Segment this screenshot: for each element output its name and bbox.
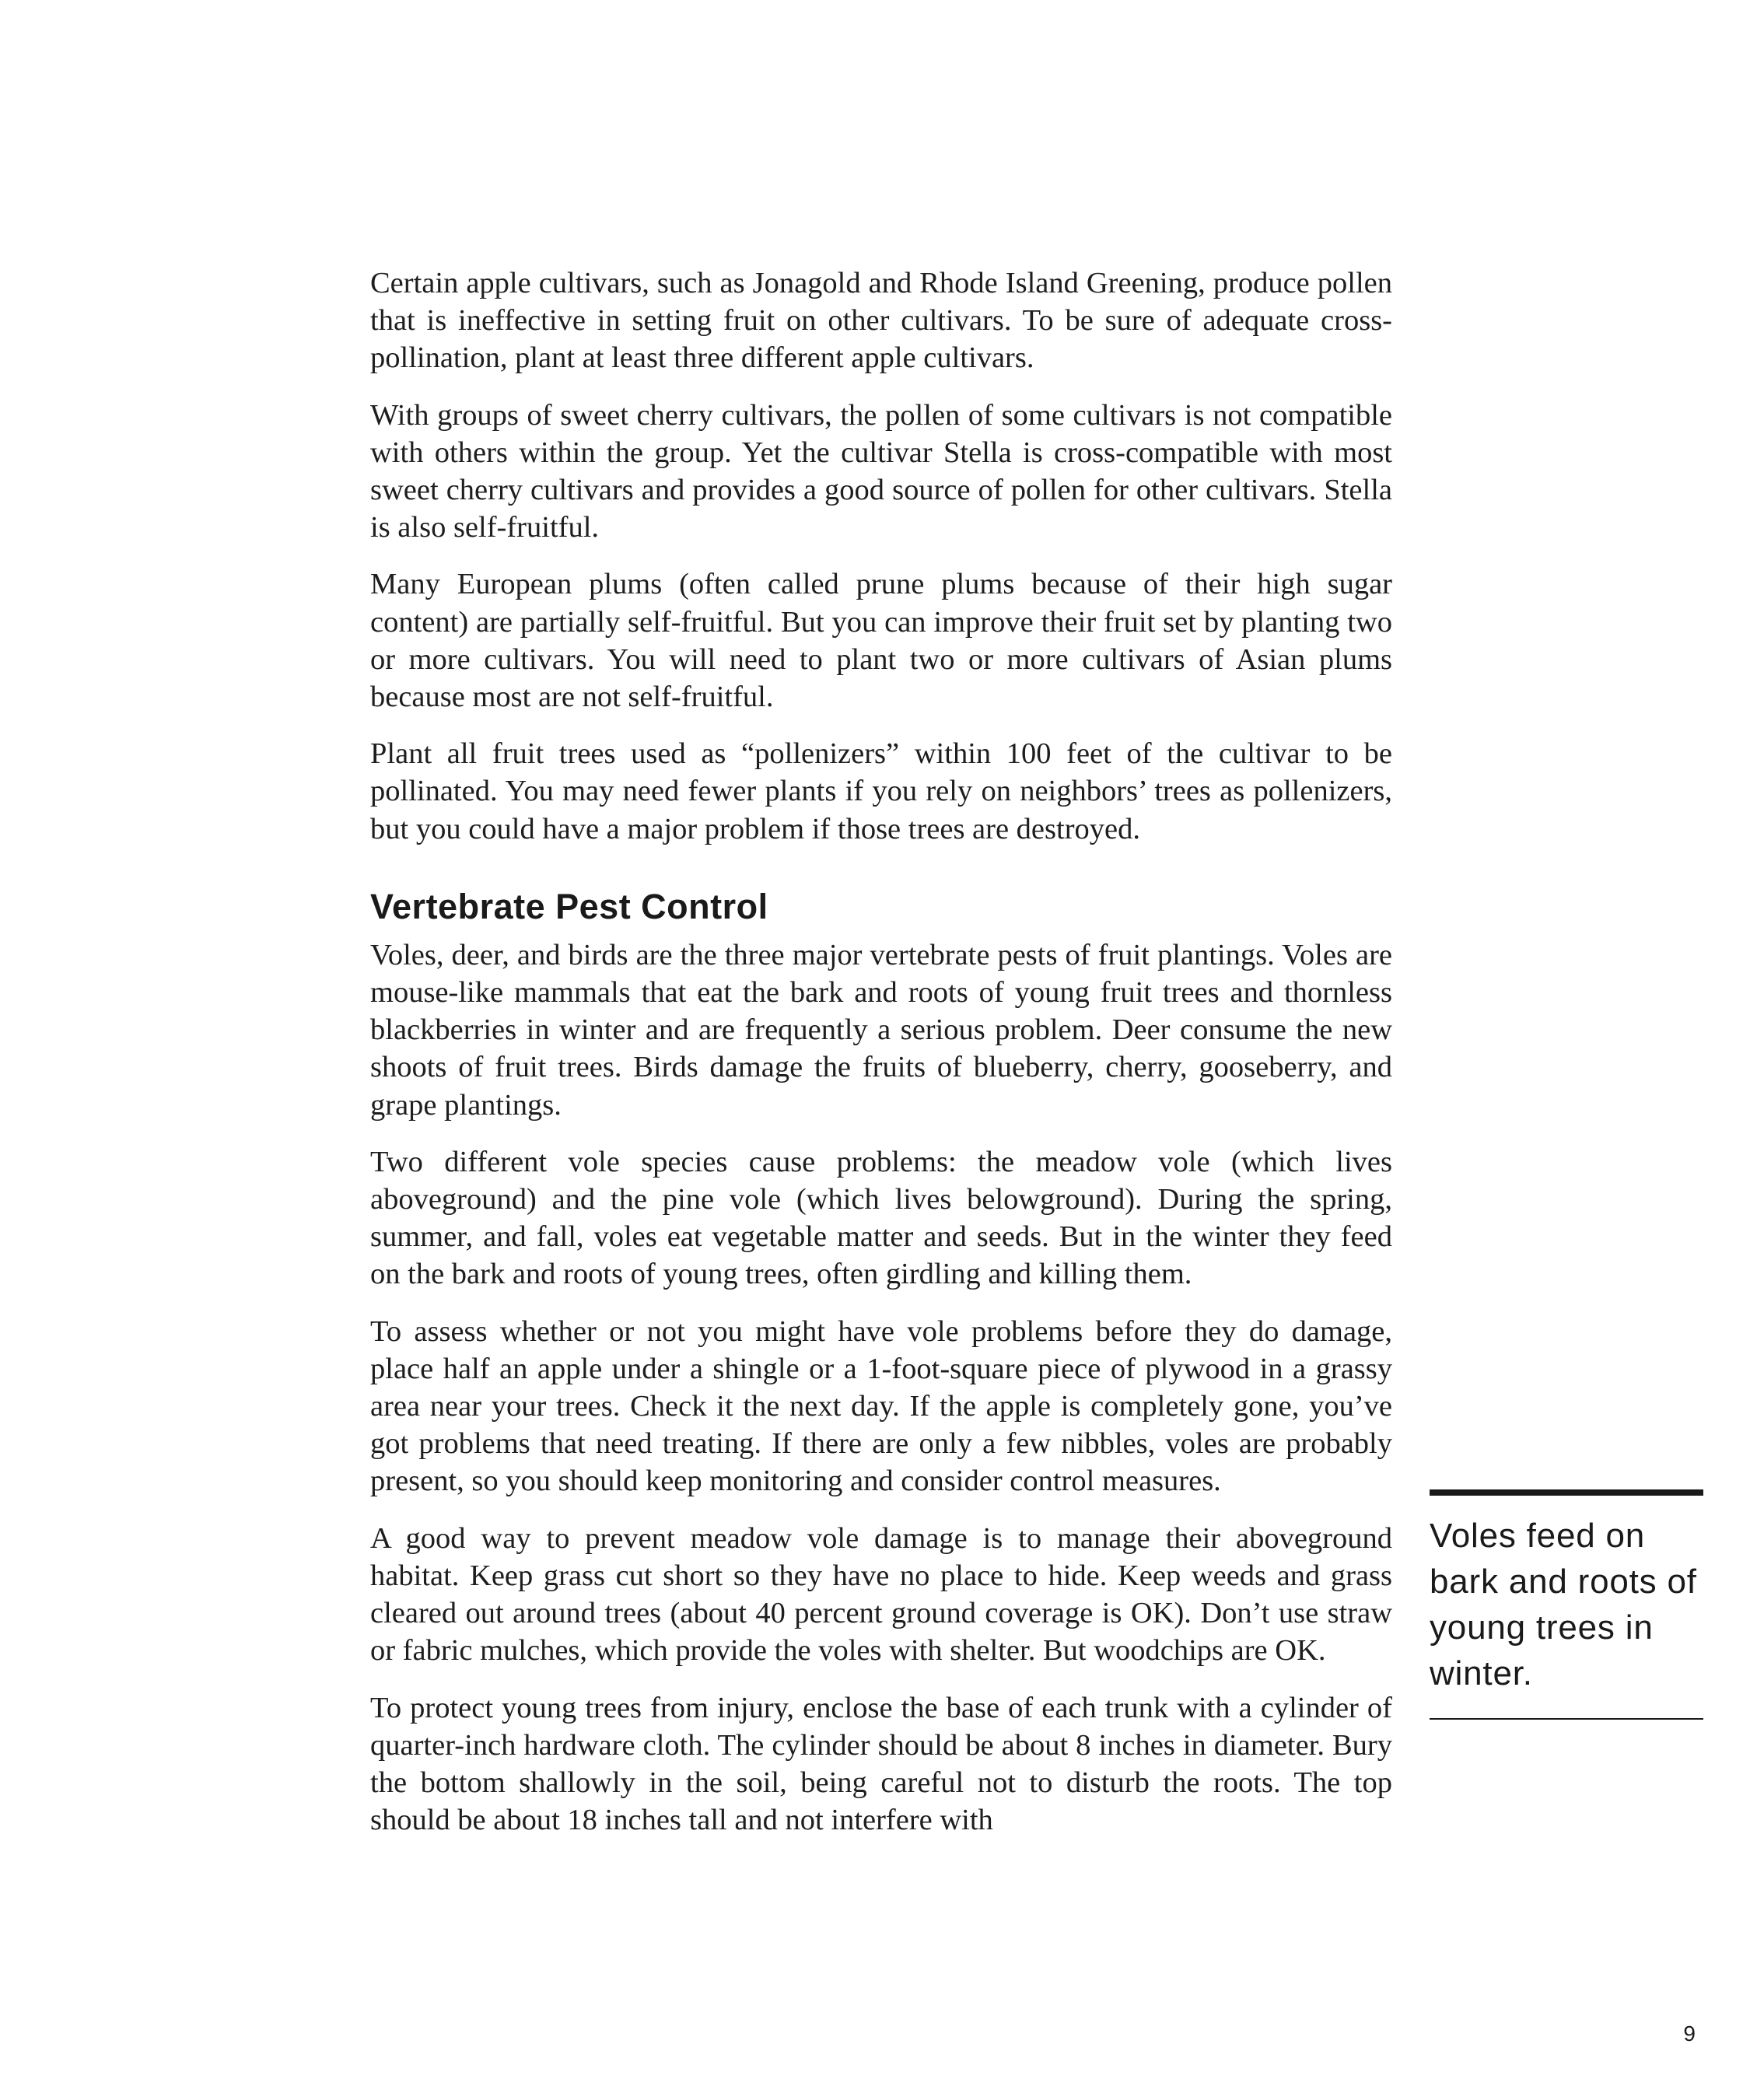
main-text-column [370,264,1392,1858]
paragraph-tree-protection: To protect young trees from injury, enclose the base of each trunk with a cylinder of quarter-inch hardware cloth. The cylinder should be about 8 inches in diameter. Bury the bottom shallowly in the soil, being careful not to disturb the roots. The top should be about 18 inches tall and not interfere with [370,1691,1392,1837]
paragraph-habitat-management: A good way to prevent meadow vole damage is to manage their aboveground habitat. Keep grass cut short so they have no place to hide. Keep weeds and grass cleared out around trees (about 40 percent ground coverage is OK). Don’t use straw or fabric mulches, which provide the voles with shelter. But woodchips are OK. [370,1521,1392,1668]
section-heading: Vertebrate Pest Control [370,886,768,926]
page-number: 9 [1683,2021,1696,2046]
paragraph-apple-cultivars: Certain apple cultivars, such as Jonagold and Rhode Island Greening, produce pollen that is ineffective in setting fruit on other cultivars. To be sure of adequate cross-pollination, plant at least three different apple cultivars. [370,267,1392,375]
sidebar-bottom-rule [1430,1718,1703,1720]
sidebar-top-rule [1430,1489,1703,1496]
pull-quote-sidebar [1430,1489,1703,1720]
paragraph-sweet-cherry: With groups of sweet cherry cultivars, the pollen of some cultivars is not compatible with others within the group. Yet the cultivar Stella is cross-compatible with most sweet cherry cultivars and provides a good source of pollen for other cultivars. Stella is also self-fruitful. [370,398,1392,544]
paragraph-european-plums: Many European plums (often called prune plums because of their high sugar content) are partially self-fruitful. But you can improve their fruit set by planting two or more cultivars. You will need to plant two or more cultivars of Asian plums because most are not self-fruitful. [370,568,1392,714]
pull-quote: Voles feed on bark and roots of young trees in winter. [1430,1517,1697,1692]
paragraph-vole-species: Two different vole species cause problems: the meadow vole (which lives aboveground) and the pine vole (which lives belowground). During the spring, summer, and fall, voles eat vegetable matter and seeds. But in the winter they feed on the bark and roots of young trees, often girdling and killing them. [370,1145,1392,1291]
paragraph-pollenizers: Plant all fruit trees used as “pollenizers” within 100 feet of the cultivar to be pollinated. You may need fewer plants if you rely on neighbors’ trees as pollenizers, but you could have a major problem if those trees are destroyed. [370,737,1392,845]
paragraph-assess-voles: To assess whether or not you might have vole problems before they do damage, place half an apple under a shingle or a 1-foot-square piece of plywood in a grassy area near your trees. Check it the next day. If the apple is completely gone, you’ve got problems that need treating. If there are only a few nibbles, voles are probably present, so you should keep monitoring and consider control measures. [370,1314,1392,1498]
paragraph-vertebrate-pests: Voles, deer, and birds are the three major vertebrate pests of fruit plantings. Voles are mouse-like mammals that eat the bark and roots of young fruit trees and thornless blackberries in winter and are frequently a serious problem. Deer consume the new shoots of fruit trees. Birds damage the fruits of blueberry, cherry, gooseberry, and grape plantings. [370,938,1392,1122]
